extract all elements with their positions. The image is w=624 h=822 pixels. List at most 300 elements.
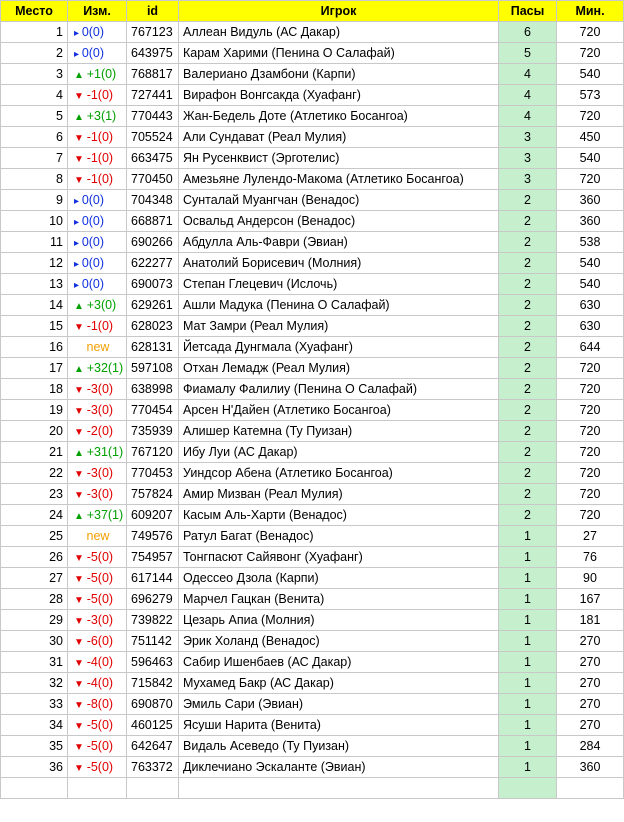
player-cell[interactable]: Арсен Н'Дайен (Атлетико Босангоа) [179, 400, 499, 421]
id-cell[interactable]: 749576 [127, 526, 179, 547]
table-row [1, 484, 624, 505]
assists-cell[interactable]: 4 [499, 64, 557, 85]
change-cell[interactable] [68, 253, 127, 274]
minutes-cell[interactable]: 573 [557, 85, 624, 106]
id-cell[interactable]: 690870 [127, 694, 179, 715]
assists-cell[interactable]: 1 [499, 694, 557, 715]
id-cell[interactable]: 617144 [127, 568, 179, 589]
assists-cell[interactable]: 1 [499, 652, 557, 673]
minutes-cell[interactable]: 720 [557, 22, 624, 43]
assists-cell[interactable]: 2 [499, 274, 557, 295]
id-cell[interactable] [127, 778, 179, 799]
header-player[interactable]: Игрок [179, 1, 499, 22]
arrow-right-icon: ▸ [74, 259, 82, 270]
id-cell[interactable]: 705524 [127, 127, 179, 148]
player-cell[interactable]: Видаль Асеведо (Ту Пуизан) [179, 736, 499, 757]
minutes-cell[interactable]: 720 [557, 400, 624, 421]
place-cell[interactable]: 14 [1, 295, 68, 316]
change-cell[interactable] [68, 43, 127, 64]
table-row [1, 526, 624, 547]
arrow-up-icon: ▲ [74, 511, 87, 522]
player-cell[interactable] [179, 778, 499, 799]
id-cell[interactable]: 628131 [127, 337, 179, 358]
minutes-cell[interactable]: 270 [557, 631, 624, 652]
place-cell[interactable]: 7 [1, 148, 68, 169]
player-cell[interactable]: Мухамед Бакр (АС Дакар) [179, 673, 499, 694]
place-cell[interactable]: 6 [1, 127, 68, 148]
assists-cell[interactable]: 3 [499, 169, 557, 190]
assists-cell[interactable]: 2 [499, 337, 557, 358]
place-cell[interactable]: 32 [1, 673, 68, 694]
player-cell[interactable]: Отхан Лемадж (Реал Мулия) [179, 358, 499, 379]
arrow-down-icon: ▼ [74, 175, 87, 186]
change-cell[interactable] [68, 736, 127, 757]
table-row [1, 190, 624, 211]
arrow-down-icon: ▼ [74, 658, 87, 669]
change-cell[interactable] [68, 106, 127, 127]
assists-cell[interactable]: 1 [499, 589, 557, 610]
table-row [1, 64, 624, 85]
arrow-right-icon: ▸ [74, 196, 82, 207]
player-cell[interactable]: Эрик Холанд (Венадос) [179, 631, 499, 652]
assists-cell[interactable]: 1 [499, 736, 557, 757]
id-cell[interactable]: 770453 [127, 463, 179, 484]
player-cell[interactable]: Амезьяне Лулендо-Макома (Атлетико Босангоа) [179, 169, 499, 190]
minutes-cell[interactable]: 644 [557, 337, 624, 358]
change-cell[interactable] [68, 64, 127, 85]
id-cell[interactable]: 629261 [127, 295, 179, 316]
assists-cell[interactable]: 2 [499, 379, 557, 400]
assists-cell[interactable]: 2 [499, 253, 557, 274]
change-value: 0(0) [81, 46, 105, 60]
player-cell[interactable]: Сунталай Муангчан (Венадос) [179, 190, 499, 211]
minutes-cell[interactable]: 450 [557, 127, 624, 148]
assists-cell[interactable] [499, 778, 557, 799]
change-cell[interactable] [68, 127, 127, 148]
arrow-up-icon: ▲ [74, 448, 87, 459]
change-cell[interactable] [68, 148, 127, 169]
change-cell[interactable] [68, 589, 127, 610]
change-cell[interactable] [68, 358, 127, 379]
assists-cell[interactable]: 2 [499, 484, 557, 505]
id-cell[interactable]: 757824 [127, 484, 179, 505]
place-cell[interactable]: 1 [1, 22, 68, 43]
player-cell[interactable]: Касым Аль-Харти (Венадос) [179, 505, 499, 526]
change-cell[interactable] [68, 22, 127, 43]
id-cell[interactable]: 668871 [127, 211, 179, 232]
place-cell[interactable]: 29 [1, 610, 68, 631]
arrow-down-icon: ▼ [74, 469, 87, 480]
player-cell[interactable]: Ратул Багат (Венадос) [179, 526, 499, 547]
player-cell[interactable]: Степан Глецевич (Ислочь) [179, 274, 499, 295]
table-row [1, 253, 624, 274]
minutes-cell[interactable]: 270 [557, 652, 624, 673]
table-row [1, 22, 624, 43]
assists-cell[interactable]: 3 [499, 127, 557, 148]
id-cell[interactable]: 642647 [127, 736, 179, 757]
change-value: -3(0) [86, 613, 114, 627]
player-cell[interactable]: Одессео Дзола (Карпи) [179, 568, 499, 589]
id-cell[interactable]: 696279 [127, 589, 179, 610]
arrow-down-icon: ▼ [74, 427, 87, 438]
table-row [1, 673, 624, 694]
player-cell[interactable]: Ясуши Нарита (Венита) [179, 715, 499, 736]
place-cell[interactable]: 20 [1, 421, 68, 442]
header-place[interactable]: Место [1, 1, 68, 22]
change-value: +37(1) [86, 508, 124, 522]
table-row [1, 127, 624, 148]
minutes-cell[interactable]: 630 [557, 316, 624, 337]
change-cell[interactable] [68, 421, 127, 442]
player-cell[interactable]: Диклечиано Эскаланте (Эвиан) [179, 757, 499, 778]
place-cell[interactable]: 22 [1, 463, 68, 484]
arrow-down-icon: ▼ [74, 91, 87, 102]
id-cell[interactable]: 597108 [127, 358, 179, 379]
assists-cell[interactable]: 2 [499, 211, 557, 232]
table-row [1, 337, 624, 358]
id-cell[interactable]: 754957 [127, 547, 179, 568]
assists-cell[interactable]: 1 [499, 757, 557, 778]
id-cell[interactable]: 770454 [127, 400, 179, 421]
minutes-cell[interactable]: 540 [557, 64, 624, 85]
place-cell[interactable]: 34 [1, 715, 68, 736]
place-cell[interactable]: 21 [1, 442, 68, 463]
arrow-down-icon: ▼ [74, 595, 87, 606]
id-cell[interactable]: 596463 [127, 652, 179, 673]
minutes-cell[interactable]: 76 [557, 547, 624, 568]
change-cell[interactable] [68, 232, 127, 253]
arrow-down-icon: ▼ [74, 616, 87, 627]
change-cell[interactable] [68, 211, 127, 232]
change-cell[interactable] [68, 484, 127, 505]
table-row [1, 652, 624, 673]
place-cell[interactable]: 4 [1, 85, 68, 106]
minutes-cell[interactable]: 720 [557, 169, 624, 190]
table-row [1, 43, 624, 64]
minutes-cell[interactable]: 27 [557, 526, 624, 547]
minutes-cell[interactable]: 720 [557, 421, 624, 442]
change-value: +31(1) [86, 445, 124, 459]
place-cell[interactable]: 2 [1, 43, 68, 64]
player-cell[interactable]: Карам Харими (Пенина О Салафай) [179, 43, 499, 64]
place-cell[interactable]: 35 [1, 736, 68, 757]
id-cell[interactable]: 704348 [127, 190, 179, 211]
table-row [1, 463, 624, 484]
change-cell[interactable] [68, 694, 127, 715]
arrow-up-icon: ▲ [74, 301, 87, 312]
place-cell[interactable]: 16 [1, 337, 68, 358]
place-cell[interactable]: 25 [1, 526, 68, 547]
change-value: -8(0) [86, 697, 114, 711]
minutes-cell[interactable]: 167 [557, 589, 624, 610]
minutes-cell[interactable]: 360 [557, 190, 624, 211]
minutes-cell[interactable]: 540 [557, 253, 624, 274]
minutes-cell[interactable]: 90 [557, 568, 624, 589]
minutes-cell[interactable]: 720 [557, 358, 624, 379]
assists-cell[interactable]: 1 [499, 526, 557, 547]
table-row [1, 232, 624, 253]
assists-cell[interactable]: 1 [499, 631, 557, 652]
id-cell[interactable]: 770443 [127, 106, 179, 127]
minutes-cell[interactable]: 540 [557, 148, 624, 169]
change-cell[interactable] [68, 715, 127, 736]
change-value: +1(0) [86, 67, 117, 81]
minutes-cell[interactable]: 720 [557, 505, 624, 526]
minutes-cell[interactable]: 720 [557, 106, 624, 127]
place-cell[interactable]: 17 [1, 358, 68, 379]
table-row [1, 505, 624, 526]
minutes-cell[interactable]: 270 [557, 673, 624, 694]
player-cell[interactable]: Уиндсор Абена (Атлетико Босангоа) [179, 463, 499, 484]
change-value: -5(0) [86, 718, 114, 732]
table-row [1, 715, 624, 736]
change-cell[interactable] [68, 295, 127, 316]
arrow-up-icon: ▲ [74, 70, 87, 81]
header-id[interactable]: id [127, 1, 179, 22]
header-change[interactable]: Изм. [68, 1, 127, 22]
change-value: 0(0) [81, 277, 105, 291]
change-cell[interactable] [68, 631, 127, 652]
player-cell[interactable]: Аллеан Видуль (АС Дакар) [179, 22, 499, 43]
place-cell[interactable]: 26 [1, 547, 68, 568]
change-cell[interactable] [68, 442, 127, 463]
id-cell[interactable]: 768817 [127, 64, 179, 85]
assists-cell[interactable]: 4 [499, 106, 557, 127]
place-cell[interactable]: 19 [1, 400, 68, 421]
minutes-cell[interactable]: 360 [557, 757, 624, 778]
assists-cell[interactable]: 1 [499, 673, 557, 694]
player-cell[interactable]: Ашли Мадука (Пенина О Салафай) [179, 295, 499, 316]
change-value: -6(0) [86, 634, 114, 648]
minutes-cell[interactable]: 720 [557, 379, 624, 400]
arrow-right-icon: ▸ [74, 217, 82, 228]
change-value: -1(0) [86, 88, 114, 102]
place-cell[interactable]: 8 [1, 169, 68, 190]
player-cell[interactable]: Освальд Андерсон (Венадос) [179, 211, 499, 232]
place-cell[interactable]: 36 [1, 757, 68, 778]
player-cell[interactable]: Фиамалу Фалилиу (Пенина О Салафай) [179, 379, 499, 400]
change-cell[interactable] [68, 463, 127, 484]
player-cell[interactable]: Сабир Ишенбаев (АС Дакар) [179, 652, 499, 673]
change-value: 0(0) [81, 256, 105, 270]
assists-cell[interactable]: 2 [499, 442, 557, 463]
change-cell[interactable] [68, 652, 127, 673]
id-cell[interactable]: 735939 [127, 421, 179, 442]
place-cell[interactable]: 33 [1, 694, 68, 715]
place-cell[interactable]: 3 [1, 64, 68, 85]
arrow-down-icon: ▼ [74, 133, 87, 144]
change-cell[interactable] [68, 400, 127, 421]
player-cell[interactable]: Жан-Бедель Доте (Атлетико Босангоа) [179, 106, 499, 127]
player-cell[interactable]: Тонгпасют Сайявонг (Хуафанг) [179, 547, 499, 568]
change-value: -5(0) [86, 571, 114, 585]
arrow-down-icon: ▼ [74, 700, 87, 711]
assists-cell[interactable]: 2 [499, 463, 557, 484]
arrow-down-icon: ▼ [74, 406, 87, 417]
place-cell[interactable] [1, 778, 68, 799]
assists-cell[interactable]: 5 [499, 43, 557, 64]
arrow-down-icon: ▼ [74, 679, 87, 690]
minutes-cell[interactable]: 720 [557, 463, 624, 484]
table-row [1, 694, 624, 715]
change-cell[interactable] [68, 610, 127, 631]
table-row [1, 736, 624, 757]
assists-cell[interactable]: 1 [499, 547, 557, 568]
change-cell[interactable] [68, 778, 127, 799]
change-cell[interactable] [68, 526, 127, 547]
change-cell[interactable] [68, 169, 127, 190]
header-assists[interactable]: Пасы [499, 1, 557, 22]
table-row [1, 757, 624, 778]
player-cell[interactable]: Валериано Дзамбони (Карпи) [179, 64, 499, 85]
change-value: -1(0) [86, 151, 114, 165]
player-cell[interactable]: Мат Замри (Реал Мулия) [179, 316, 499, 337]
assists-cell[interactable]: 2 [499, 505, 557, 526]
place-cell[interactable]: 27 [1, 568, 68, 589]
player-cell[interactable]: Алишер Катемна (Ту Пуизан) [179, 421, 499, 442]
place-cell[interactable]: 15 [1, 316, 68, 337]
arrow-right-icon: ▸ [74, 280, 82, 291]
minutes-cell[interactable]: 284 [557, 736, 624, 757]
change-cell[interactable] [68, 568, 127, 589]
arrow-up-icon: ▲ [74, 364, 87, 375]
change-cell[interactable] [68, 547, 127, 568]
id-cell[interactable]: 628023 [127, 316, 179, 337]
player-cell[interactable]: Али Сундават (Реал Мулия) [179, 127, 499, 148]
id-cell[interactable]: 739822 [127, 610, 179, 631]
assists-cell[interactable]: 2 [499, 190, 557, 211]
change-cell[interactable] [68, 673, 127, 694]
player-cell[interactable]: Анатолий Борисевич (Молния) [179, 253, 499, 274]
change-value: -1(0) [86, 130, 114, 144]
change-cell[interactable] [68, 316, 127, 337]
minutes-cell[interactable]: 270 [557, 715, 624, 736]
minutes-cell[interactable]: 360 [557, 211, 624, 232]
place-cell[interactable]: 30 [1, 631, 68, 652]
id-cell[interactable]: 767120 [127, 442, 179, 463]
id-cell[interactable]: 763372 [127, 757, 179, 778]
id-cell[interactable]: 727441 [127, 85, 179, 106]
place-cell[interactable]: 23 [1, 484, 68, 505]
assists-cell[interactable]: 6 [499, 22, 557, 43]
change-value: -2(0) [86, 424, 114, 438]
minutes-cell[interactable]: 720 [557, 442, 624, 463]
change-value: +3(1) [86, 109, 117, 123]
assists-cell[interactable]: 1 [499, 610, 557, 631]
player-cell[interactable]: Ян Русенквист (Эрготелис) [179, 148, 499, 169]
id-cell[interactable]: 690266 [127, 232, 179, 253]
minutes-cell[interactable]: 720 [557, 43, 624, 64]
change-cell[interactable] [68, 190, 127, 211]
assists-cell[interactable]: 2 [499, 400, 557, 421]
arrow-right-icon: ▸ [74, 238, 82, 249]
assists-cell[interactable]: 2 [499, 316, 557, 337]
arrow-down-icon: ▼ [74, 553, 87, 564]
id-cell[interactable]: 638998 [127, 379, 179, 400]
id-cell[interactable]: 643975 [127, 43, 179, 64]
place-cell[interactable]: 28 [1, 589, 68, 610]
place-cell[interactable]: 24 [1, 505, 68, 526]
change-value: -3(0) [86, 487, 114, 501]
assists-cell[interactable]: 2 [499, 358, 557, 379]
id-cell[interactable]: 690073 [127, 274, 179, 295]
place-cell[interactable]: 13 [1, 274, 68, 295]
arrow-down-icon: ▼ [74, 721, 87, 732]
player-cell[interactable]: Йетсада Дунгмала (Хуафанг) [179, 337, 499, 358]
change-cell[interactable] [68, 379, 127, 400]
arrow-up-icon: ▲ [74, 112, 87, 123]
change-value: -5(0) [86, 550, 114, 564]
minutes-cell[interactable]: 630 [557, 295, 624, 316]
player-cell[interactable]: Эмиль Сари (Эвиан) [179, 694, 499, 715]
table-row [1, 358, 624, 379]
id-cell[interactable]: 460125 [127, 715, 179, 736]
minutes-cell[interactable]: 538 [557, 232, 624, 253]
table-row [1, 295, 624, 316]
change-value: -4(0) [86, 655, 114, 669]
table-row [1, 169, 624, 190]
minutes-cell[interactable]: 270 [557, 694, 624, 715]
table-row [1, 316, 624, 337]
id-cell[interactable]: 715842 [127, 673, 179, 694]
minutes-cell[interactable]: 720 [557, 484, 624, 505]
id-cell[interactable]: 609207 [127, 505, 179, 526]
assists-cell[interactable]: 3 [499, 148, 557, 169]
place-cell[interactable]: 5 [1, 106, 68, 127]
player-cell[interactable]: Амир Мизван (Реал Мулия) [179, 484, 499, 505]
assists-cell[interactable]: 4 [499, 85, 557, 106]
change-cell[interactable] [68, 274, 127, 295]
header-minutes[interactable]: Мин. [557, 1, 624, 22]
table-row [1, 631, 624, 652]
id-cell[interactable]: 663475 [127, 148, 179, 169]
id-cell[interactable]: 751142 [127, 631, 179, 652]
table-row [1, 442, 624, 463]
change-cell[interactable] [68, 505, 127, 526]
player-cell[interactable]: Абдулла Аль-Фаври (Эвиан) [179, 232, 499, 253]
assists-cell[interactable]: 2 [499, 232, 557, 253]
player-cell[interactable]: Вирафон Вонгсакда (Хуафанг) [179, 85, 499, 106]
player-cell[interactable]: Ибу Луи (АС Дакар) [179, 442, 499, 463]
change-value: -5(0) [86, 739, 114, 753]
id-cell[interactable]: 767123 [127, 22, 179, 43]
change-cell[interactable] [68, 757, 127, 778]
assists-cell[interactable]: 1 [499, 568, 557, 589]
minutes-cell[interactable] [557, 778, 624, 799]
assists-cell[interactable]: 1 [499, 715, 557, 736]
place-cell[interactable]: 31 [1, 652, 68, 673]
change-value: -3(0) [86, 382, 114, 396]
place-cell[interactable]: 11 [1, 232, 68, 253]
place-cell[interactable]: 9 [1, 190, 68, 211]
table-row [1, 106, 624, 127]
player-cell[interactable]: Марчел Гацкан (Венита) [179, 589, 499, 610]
minutes-cell[interactable]: 181 [557, 610, 624, 631]
place-cell[interactable]: 12 [1, 253, 68, 274]
assists-cell[interactable]: 2 [499, 421, 557, 442]
player-cell[interactable]: Цезарь Апиа (Молния) [179, 610, 499, 631]
change-cell[interactable] [68, 337, 127, 358]
place-cell[interactable]: 10 [1, 211, 68, 232]
change-cell[interactable] [68, 85, 127, 106]
arrow-down-icon: ▼ [74, 763, 87, 774]
assists-cell[interactable]: 2 [499, 295, 557, 316]
arrow-down-icon: ▼ [74, 385, 87, 396]
id-cell[interactable]: 770450 [127, 169, 179, 190]
minutes-cell[interactable]: 540 [557, 274, 624, 295]
place-cell[interactable]: 18 [1, 379, 68, 400]
id-cell[interactable]: 622277 [127, 253, 179, 274]
